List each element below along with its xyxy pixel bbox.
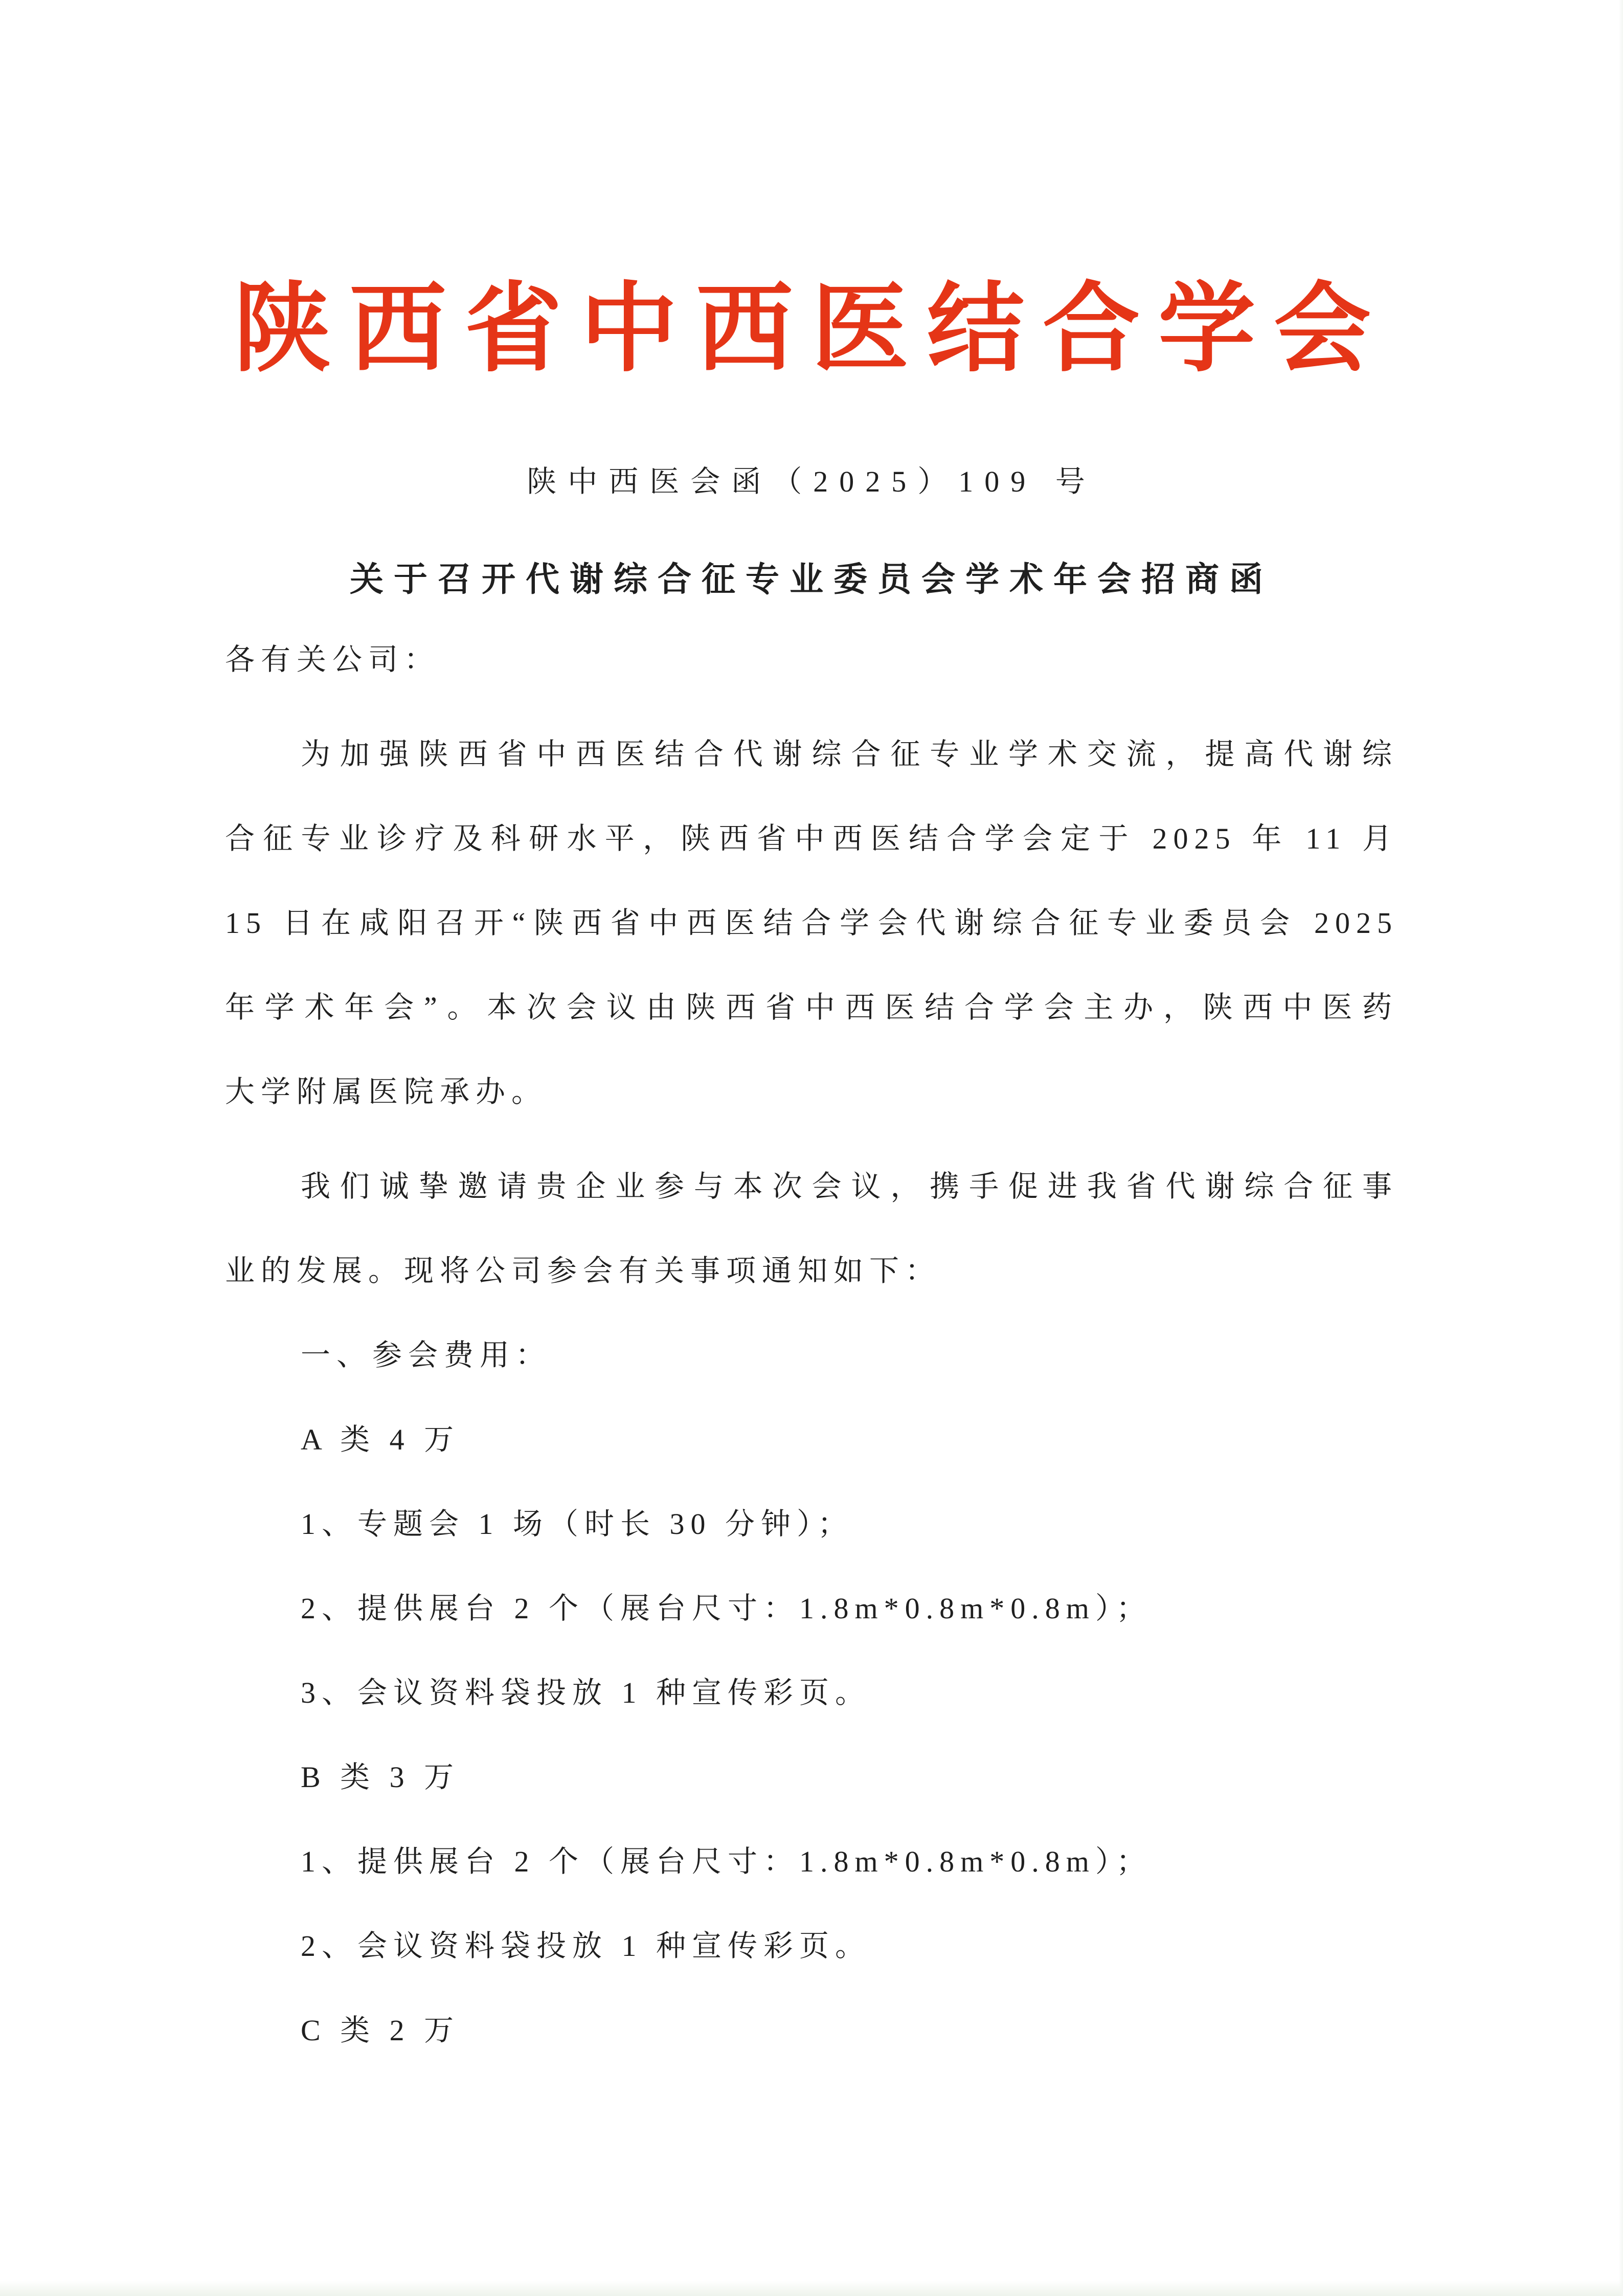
document-number: 陕中西医会函（2025）109 号 xyxy=(527,465,1096,498)
class-b-item-2: 2、会议资料袋投放 1 种宣传彩页。 xyxy=(301,1929,871,1963)
letterhead-title: 陕西省中西医结合学会 xyxy=(233,276,1389,384)
class-b-label: B 类 3 万 xyxy=(301,1760,460,1794)
paragraph1-line5: 大学附属医院承办。 xyxy=(225,1075,548,1108)
scan-bottom-edge-shade xyxy=(0,2281,1623,2296)
scan-right-edge-shade xyxy=(1619,0,1623,2296)
paragraph1-line3: 15 日在咸阳召开“陕西省中西医结合学会代谢综合征专业委员会 2025 xyxy=(225,906,1398,940)
salutation: 各有关公司： xyxy=(225,643,440,676)
class-c-label: C 类 2 万 xyxy=(301,2014,460,2047)
class-a-item-1: 1、专题会 1 场（时长 30 分钟）； xyxy=(301,1507,854,1541)
class-a-label: A 类 4 万 xyxy=(301,1423,460,1456)
section1-title: 一、参会费用： xyxy=(301,1339,552,1372)
paragraph1-line1: 为加强陕西省中西医结合代谢综合征专业学术交流，提高代谢综 xyxy=(301,738,1398,771)
class-b-item-1: 1、提供展台 2 个（展台尺寸：1.8m*0.8m*0.8m）； xyxy=(301,1845,1152,1878)
document-heading: 关于召开代谢综合征专业委员会学术年会招商函 xyxy=(350,561,1273,598)
class-a-item-3: 3、会议资料袋投放 1 种宣传彩页。 xyxy=(301,1676,871,1709)
paragraph2-line1: 我们诚挚邀请贵企业参与本次会议，携手促进我省代谢综合征事 xyxy=(301,1170,1398,1203)
class-a-item-2: 2、提供展台 2 个（展台尺寸：1.8m*0.8m*0.8m）； xyxy=(301,1592,1152,1625)
paragraph2-line2: 业的发展。现将公司参会有关事项通知如下： xyxy=(225,1254,941,1287)
paragraph1-line4: 年学术年会”。本次会议由陕西省中西医结合学会主办，陕西中医药 xyxy=(225,991,1398,1024)
paragraph1-line2: 合征专业诊疗及科研水平，陕西省中西医结合学会定于 2025 年 11 月 xyxy=(225,822,1398,855)
